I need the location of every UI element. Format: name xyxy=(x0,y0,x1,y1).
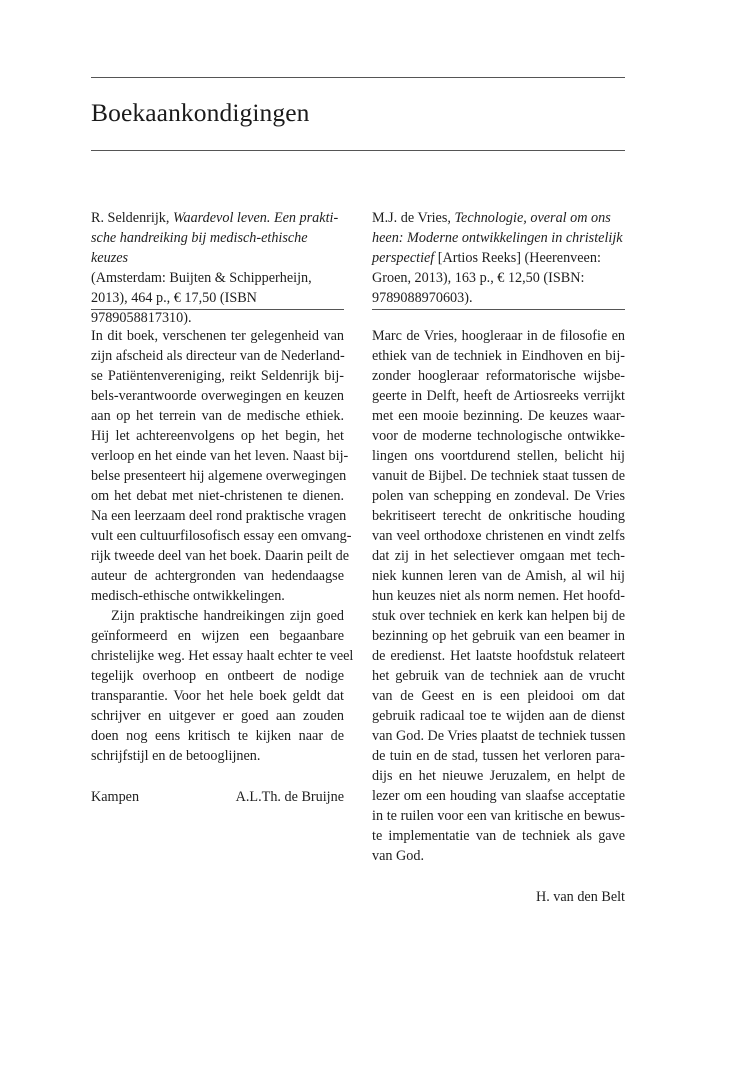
top-rule xyxy=(91,77,625,78)
reviewer-name: H. van den Belt xyxy=(535,889,625,905)
review-left-column xyxy=(91,208,354,807)
signature-line xyxy=(372,887,625,907)
text-line: belse presenteert hij algemene overwegingen xyxy=(91,468,347,484)
text-line: te implementatie van de techniek als gave xyxy=(372,828,625,844)
signature-line xyxy=(91,787,344,807)
biblio-isbn: 9789058817310). xyxy=(91,310,192,326)
text-line: hun keuzes niet als norm nemen. Het hoofd- xyxy=(372,588,625,604)
text-line: christelijke weg. Het essay haalt echter te veel xyxy=(91,648,354,664)
biblio-publisher: (Amsterdam: Buijten & Schipperheijn, xyxy=(91,270,312,286)
biblio-title: Waardevol leven. Een prakti- xyxy=(172,210,339,226)
paragraph xyxy=(372,326,625,866)
text-line: in te ruilen voor een van kritische en bewus- xyxy=(372,808,625,824)
text-line: transparantie. Voor het hele boek geldt dat xyxy=(91,688,344,704)
text-line: vult een cultuurfilosofisch essay een omvang- xyxy=(91,528,352,544)
text-line: zonder hoogleraar reformatorische wijsbe- xyxy=(372,368,625,384)
text-line: het gebruik van de techniek aan de vrucht xyxy=(372,668,625,684)
text-line: verloop en het einde van het leven. Naast bij- xyxy=(91,448,349,464)
text-line: geïnformeerd en wijzen een begaanbare xyxy=(91,628,344,644)
text-line: niek kunnen leren van de Amish, al wil hij xyxy=(372,568,625,584)
text-line: de tuin en de stad, tussen het verloren para- xyxy=(372,748,625,764)
review-body xyxy=(372,326,625,866)
text-line: schrijfstijl en de betooglijnen. xyxy=(91,748,261,764)
text-line: gebruik radicaal toe te wijden aan de dienst xyxy=(372,708,625,724)
text-line: Marc de Vries, hoogleraar in de filosofie en xyxy=(372,328,625,344)
bibliographic-entry-right xyxy=(372,208,625,306)
text-line: lingen ons voortdurend stellen, belicht hij xyxy=(372,448,625,464)
text-line: stuk over techniek en kerk kan helpen bij de xyxy=(372,608,625,624)
text-line: rijk tweede deel van het boek. Daarin peilt de xyxy=(91,548,350,564)
biblio-title: perspectief xyxy=(372,250,435,266)
text-line: lezer om een houding van slaafse acceptatie xyxy=(372,788,625,804)
review-body xyxy=(91,326,354,766)
text-line: geerte in Delft, heeft de Artiosreeks verrijkt xyxy=(372,388,625,404)
text-line: Na een leerzaam deel rond praktische vragen xyxy=(91,508,347,524)
text-line: van veel orthodoxe christenen en vindt zelfs xyxy=(372,528,625,544)
place: Kampen xyxy=(91,789,140,805)
text-line: ethiek van de techniek in Eindhoven en bij- xyxy=(372,348,625,364)
text-line: bels-verantwoorde overwegingen en keuzen xyxy=(91,388,344,404)
biblio-author: M.J. de Vries, xyxy=(372,210,455,226)
text-line: schrijver en uitgever er goed aan zouden xyxy=(91,708,344,724)
text-line: de eredienst. Het laatste hoofdstuk relateert xyxy=(372,648,625,664)
biblio-author: R. Seldenrijk, xyxy=(91,210,173,226)
biblio-title: heen: Moderne ontwikkelingen in christelijk xyxy=(372,230,623,246)
biblio-series: [Artios Reeks] (Heerenveen: xyxy=(434,250,601,266)
text-line: In dit boek, verschenen ter gelegenheid van xyxy=(91,328,344,344)
page-title: Boekaankondigingen xyxy=(91,98,310,127)
text-line: se Patiëntenvereniging, reikt Seldenrijk bij- xyxy=(91,368,344,384)
text-line: om het debat met niet-christenen te dienen. xyxy=(91,488,344,504)
reviewer-name: A.L.Th. de Bruijne xyxy=(235,789,344,805)
biblio-title: sche handreiking bij medisch-ethische keuzes xyxy=(91,230,308,266)
text-line: doen nog eens kritisch te kijken naar de xyxy=(91,728,344,744)
biblio-details: 2013), 464 p., € 17,50 (ISBN xyxy=(91,290,257,306)
review-right-column xyxy=(372,208,625,907)
text-line: tegelijk overhoop en ontbeert de nodige xyxy=(91,668,344,684)
text-line: met een mooie bezinning. De keuzes waar- xyxy=(372,408,625,424)
text-line: zijn afscheid als directeur van de Nederland- xyxy=(91,348,345,364)
header-rule xyxy=(91,150,625,151)
biblio-details: Groen, 2013), 163 p., € 12,50 (ISBN: xyxy=(372,270,585,286)
text-line: bekritiseert terecht de onkritische houding xyxy=(372,508,625,524)
text-line: van God. De Vries plaatst de techniek tussen xyxy=(372,728,626,744)
biblio-isbn: 9789088970603). xyxy=(372,290,473,306)
paragraph xyxy=(91,326,352,606)
text-line: voor de moderne technologische ontwikke- xyxy=(372,428,625,444)
text-line: auteur de achtergronden van hedendaagse xyxy=(91,568,344,584)
text-line: polen van schepping en zondeval. De Vries xyxy=(372,488,625,504)
text-line: medisch-ethische ontwikkelingen. xyxy=(91,588,285,604)
text-line: bezinning op het gebruik van een beamer in xyxy=(372,628,625,644)
text-line: dat zij in het selectiever omgaan met tech- xyxy=(372,548,625,564)
column-rule xyxy=(372,309,625,310)
text-line: Zijn praktische handreikingen zijn goed xyxy=(111,608,344,624)
bibliographic-entry-left xyxy=(91,208,344,326)
text-line: aan op het terrein van de medische ethiek. xyxy=(91,408,344,424)
text-line: van de Geest en is een pleidooi om dat xyxy=(372,688,625,704)
text-line: van God. xyxy=(372,848,425,864)
text-line: dijs en het nieuwe Jeruzalem, en helpt de xyxy=(372,768,625,784)
paragraph xyxy=(91,606,354,766)
text-line: Hij let achtereenvolgens op het begin, het xyxy=(91,428,344,444)
biblio-title: Technologie, overal om ons xyxy=(454,210,611,226)
text-line: vanuit de Bijbel. De techniek staat tussen de xyxy=(372,468,625,484)
